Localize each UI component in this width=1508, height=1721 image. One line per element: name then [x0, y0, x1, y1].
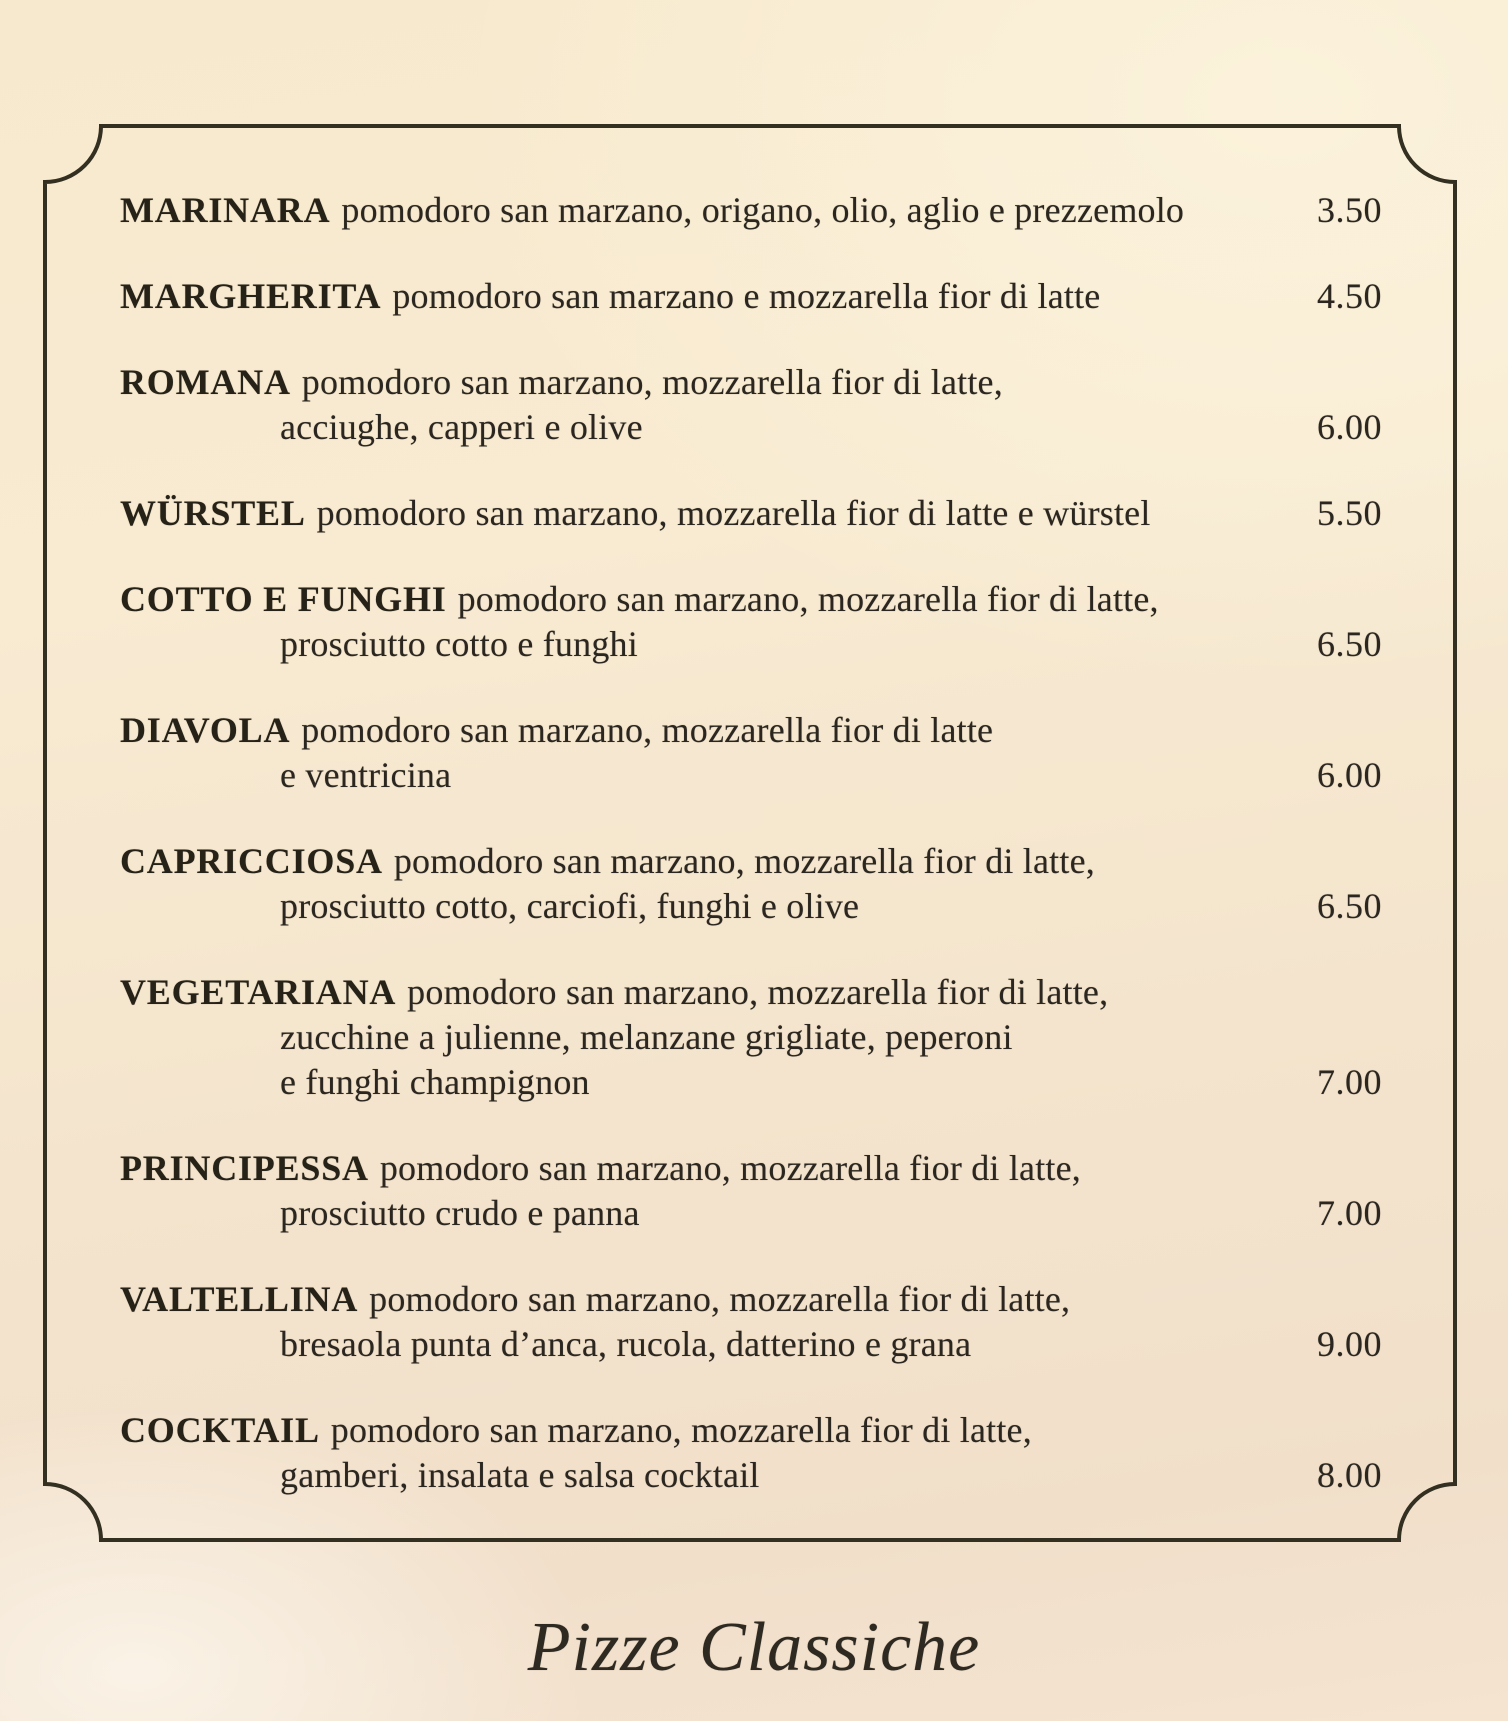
item-name: COTTO E FUNGHI	[120, 579, 447, 619]
item-price: 5.50	[1317, 493, 1382, 533]
item-name: MARGHERITA	[120, 276, 382, 316]
item-description-line: pomodoro san marzano, mozzarella fior di latte,	[369, 1279, 1071, 1319]
item-description-line: prosciutto crudo e panna	[280, 1193, 640, 1233]
item-description-line: pomodoro san marzano, mozzarella fior di latte,	[301, 362, 1003, 402]
item-price: 9.00	[1317, 1324, 1382, 1364]
menu-item	[120, 970, 1382, 1105]
section-title: Pizze Classiche	[527, 1609, 981, 1686]
item-name: PRINCIPESSA	[120, 1148, 369, 1188]
item-description-line: acciughe, capperi e olive	[280, 407, 643, 447]
item-description-line: pomodoro san marzano, mozzarella fior di latte,	[457, 579, 1159, 619]
item-name: COCKTAIL	[120, 1410, 320, 1450]
item-description-line: prosciutto cotto e funghi	[280, 624, 638, 664]
item-price: 7.00	[1317, 1193, 1382, 1233]
item-price: 4.50	[1317, 276, 1382, 316]
item-name: WÜRSTEL	[120, 493, 306, 533]
menu-item-list	[45, 126, 1455, 1540]
item-name: ROMANA	[120, 362, 291, 402]
item-description-line: pomodoro san marzano, origano, olio, aglio e prezzemolo	[341, 190, 1185, 230]
menu-item	[120, 1408, 1382, 1498]
item-description-line: pomodoro san marzano, mozzarella fior di latte,	[379, 1148, 1081, 1188]
item-price: 6.50	[1317, 886, 1382, 926]
item-price: 8.00	[1317, 1455, 1382, 1495]
item-price: 6.50	[1317, 624, 1382, 664]
item-price: 3.50	[1317, 190, 1382, 230]
item-price: 7.00	[1317, 1062, 1382, 1102]
item-description-line: e funghi champignon	[280, 1062, 590, 1102]
item-description-line: pomodoro san marzano, mozzarella fior di latte,	[330, 1410, 1032, 1450]
item-name: CAPRICCIOSA	[120, 841, 383, 881]
item-description-line: pomodoro san marzano, mozzarella fior di latte,	[407, 972, 1109, 1012]
menu-item	[120, 577, 1382, 667]
menu-item	[120, 491, 1382, 536]
menu-item	[120, 1146, 1382, 1236]
menu-item	[120, 839, 1382, 929]
menu-item	[120, 188, 1382, 233]
item-name: VEGETARIANA	[120, 972, 397, 1012]
item-description-line: pomodoro san marzano, mozzarella fior di latte e würstel	[316, 493, 1151, 533]
menu-item	[120, 360, 1382, 450]
item-description-line: pomodoro san marzano e mozzarella fior di latte	[392, 276, 1101, 316]
item-name: DIAVOLA	[120, 710, 291, 750]
item-price: 6.00	[1317, 407, 1382, 447]
item-name: MARINARA	[120, 190, 331, 230]
item-description-line: prosciutto cotto, carciofi, funghi e olive	[280, 886, 860, 926]
item-description-line: pomodoro san marzano, mozzarella fior di latte	[301, 710, 994, 750]
menu-item	[120, 1277, 1382, 1367]
item-description-line: bresaola punta d’anca, rucola, datterino e grana	[280, 1324, 972, 1364]
menu-item	[120, 708, 1382, 798]
item-description-line: pomodoro san marzano, mozzarella fior di latte,	[393, 841, 1095, 881]
item-price: 6.00	[1317, 755, 1382, 795]
item-name: VALTELLINA	[120, 1279, 359, 1319]
item-description-line: zucchine a julienne, melanzane grigliate, peperoni	[280, 1017, 1013, 1057]
menu-item	[120, 274, 1382, 319]
item-description-line: gamberi, insalata e salsa cocktail	[280, 1455, 760, 1495]
item-description-line: e ventricina	[280, 755, 452, 795]
